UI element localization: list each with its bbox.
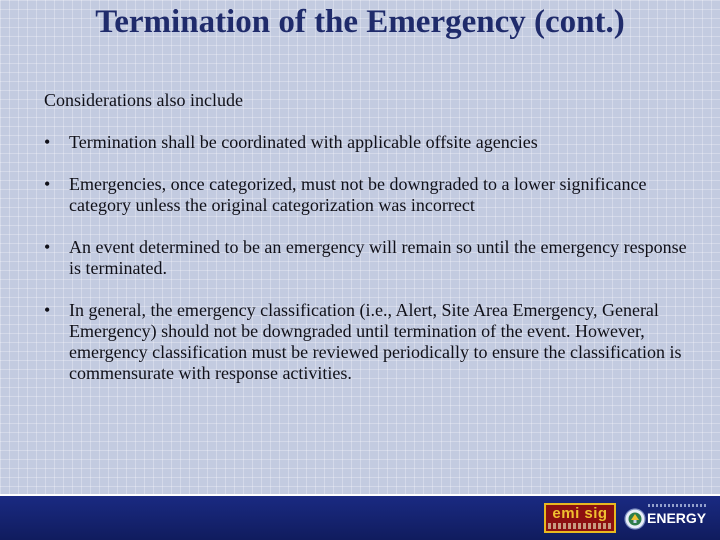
- doe-seal-icon: [624, 508, 646, 530]
- bullet-item: [44, 300, 694, 384]
- intro-text: Considerations also include: [44, 90, 243, 110]
- emi-sig-logo-text: emi sig: [552, 505, 608, 522]
- bullet-list: [44, 132, 694, 384]
- footer-bar: [0, 496, 720, 540]
- bullet-text: Termination shall be coordinated with applicable offsite agencies: [69, 132, 538, 152]
- bullet-item: [44, 132, 694, 153]
- emi-sig-logo: [544, 503, 616, 533]
- bullet-text: An event determined to be an emergency will remain so until the emergency response is terminated.: [69, 237, 687, 278]
- bullet-icon: •: [44, 174, 51, 194]
- slide-title: Termination of the Emergency (cont.): [95, 4, 625, 40]
- bullet-text: Emergencies, once categorized, must not be downgraded to a lower significance category unless the original categorization was incorrect: [69, 174, 647, 215]
- bullet-icon: •: [44, 300, 51, 320]
- bullet-item: [44, 174, 694, 216]
- emi-sig-logo-subtext: [548, 523, 612, 529]
- bullet-item: [44, 237, 694, 279]
- bullet-text: In general, the emergency classification (i.e., Alert, Site Area Emergency, General Emergency) should not be downgraded until termination of the event. However, emergency classification must be reviewed periodically to ensure the classification is commensurate with response activities.: [69, 300, 682, 383]
- bullet-icon: •: [44, 237, 51, 257]
- doe-logo-subtext: [648, 504, 708, 507]
- doe-logo-text: ENERGY: [647, 510, 707, 526]
- slide-content: [44, 90, 694, 405]
- bullet-icon: •: [44, 132, 51, 152]
